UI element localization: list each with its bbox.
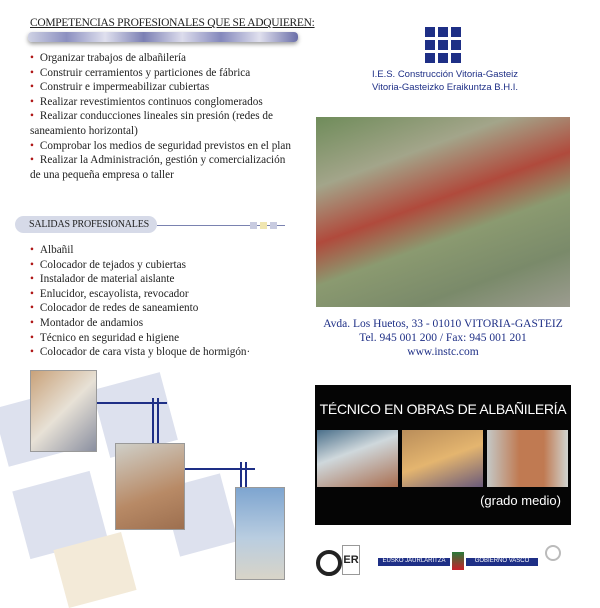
decor-square bbox=[260, 222, 267, 229]
institution-name bbox=[330, 68, 560, 94]
competencias-list bbox=[30, 51, 295, 182]
connector-line bbox=[157, 398, 159, 443]
list-item: • Instalador de material aislante bbox=[30, 272, 295, 287]
certification-logo bbox=[316, 550, 342, 576]
list-item: • Construir e impermeabilizar cubiertas bbox=[30, 80, 295, 95]
institution-line2: Vitoria-Gasteizko Eraikuntza B.H.I. bbox=[371, 82, 519, 93]
contact-block bbox=[303, 317, 583, 359]
list-item: • Montador de andamios bbox=[30, 316, 295, 331]
decor-square bbox=[250, 222, 257, 229]
connector-line bbox=[245, 462, 247, 487]
course-banner bbox=[315, 385, 571, 525]
crane-photo bbox=[235, 487, 285, 580]
gobierno-vasco-label: GOBIERNO VASCO bbox=[466, 558, 538, 566]
list-item: • Colocador de tejados y cubiertas bbox=[30, 258, 295, 273]
school-logo bbox=[425, 27, 461, 63]
list-item: • Realizar conducciones lineales sin presión (redes de saneamiento horizontal) bbox=[30, 109, 295, 138]
phone-fax: Tel. 945 001 200 / Fax: 945 001 201 bbox=[359, 332, 527, 344]
banner-photo bbox=[402, 430, 483, 487]
list-item: • Realizar revestimientos continuos conglomerados bbox=[30, 95, 295, 110]
competencias-heading: COMPETENCIAS PROFESIONALES QUE SE ADQUIEREN: bbox=[30, 17, 315, 29]
list-item: • Albañil bbox=[30, 243, 295, 258]
connector-line bbox=[240, 462, 242, 487]
website-link[interactable]: www.instc.com bbox=[407, 346, 479, 358]
worker-photo bbox=[30, 370, 97, 452]
banner-photo bbox=[487, 430, 568, 487]
address: Avda. Los Huetos, 33 - 01010 VITORIA-GASTEIZ bbox=[323, 318, 563, 330]
quality-logo bbox=[545, 545, 561, 561]
list-item: • Realizar la Administración, gestión y comercialización de una pequeña empresa o taller bbox=[30, 153, 295, 182]
course-level: (grado medio) bbox=[480, 493, 561, 508]
wall-building-photo bbox=[115, 443, 185, 530]
institution-line1: I.E.S. Construcción Vitoria-Gasteiz bbox=[371, 69, 519, 80]
banner-photo bbox=[317, 430, 398, 487]
decor-square bbox=[270, 222, 277, 229]
list-item: • Construir cerramientos y particiones de fábrica bbox=[30, 66, 295, 81]
aerial-campus-photo bbox=[316, 117, 570, 307]
list-item: • Organizar trabajos de albañilería bbox=[30, 51, 295, 66]
salidas-heading: SALIDAS PROFESIONALES bbox=[15, 216, 157, 233]
salidas-list bbox=[30, 243, 295, 360]
list-item: • Comprobar los medios de seguridad previstos en el plan bbox=[30, 139, 295, 154]
course-title: TÉCNICO EN OBRAS DE ALBAÑILERÍA bbox=[319, 401, 567, 417]
basque-shield-icon bbox=[452, 552, 464, 570]
list-item: • Colocador de redes de saneamiento bbox=[30, 301, 295, 316]
list-item: • Enlucidor, escayolista, revocador bbox=[30, 287, 295, 302]
er-logo: ER bbox=[342, 545, 360, 575]
connector-line bbox=[152, 398, 154, 443]
heading-decoration bbox=[28, 32, 298, 42]
list-item: • Técnico en seguridad e higiene bbox=[30, 331, 295, 346]
list-item: • Colocador de cara vista y bloque de hormigón· bbox=[30, 345, 295, 360]
eusko-jaurlaritza-label: EUSKO JAURLARITZA bbox=[378, 558, 450, 566]
